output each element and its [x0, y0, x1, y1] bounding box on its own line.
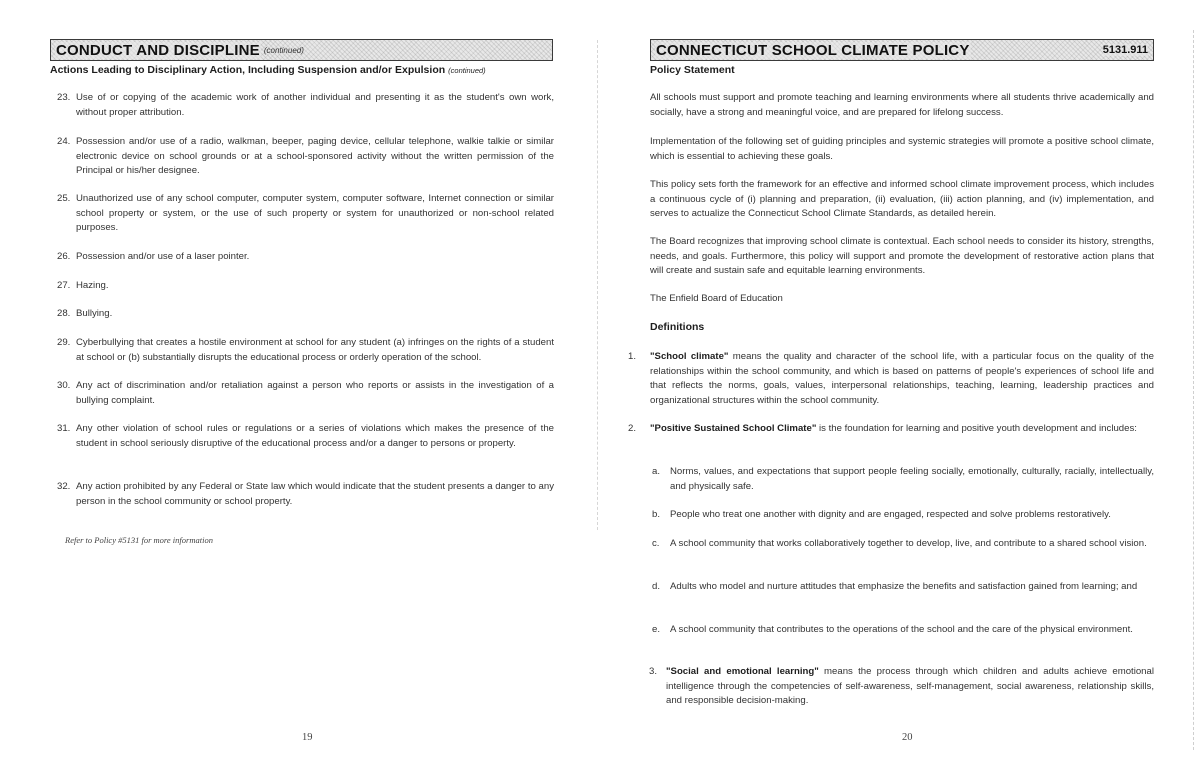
right-banner-title: CONNECTICUT SCHOOL CLIMATE POLICY: [656, 41, 970, 59]
page-number: 19: [302, 732, 313, 743]
policy-code: 5131.911: [1102, 44, 1148, 56]
item-number: 25.: [57, 193, 71, 204]
right-banner: [650, 39, 1154, 61]
left-banner-title: CONDUCT AND DISCIPLINE: [56, 41, 260, 59]
definition-text: means the process through which children and adults achieve emotional intelligence through the competencies of self-awareness, self-management, social awareness, relationship skills, and responsible decision-making.: [666, 666, 1154, 707]
sub-item: [652, 537, 1154, 552]
sub-item-text: A school community that works collaboratively together to develop, live, and contribute to a shared school vision.: [670, 538, 1147, 549]
list-item: [57, 250, 554, 265]
item-text: Use of or copying of the academic work of another individual and presenting it as the student's own work, without proper attribution.: [76, 92, 554, 118]
item-text: Cyberbullying that creates a hostile environment at school for any student (a) infringes on the rights of a student at school or (b) substantially disrupts the educational process or orderly operation of the school.: [76, 337, 554, 363]
sub-item-letter: e.: [652, 624, 661, 635]
item-number: 26.: [57, 251, 71, 262]
item-number: 24.: [57, 136, 71, 147]
refer-note: Refer to Policy #5131 for more information: [65, 535, 213, 545]
left-subheading: [50, 64, 486, 76]
sub-item-letter: b.: [652, 509, 661, 520]
definition-text: is the foundation for learning and positive youth development and includes:: [816, 423, 1137, 434]
item-text: Unauthorized use of any school computer, computer system, computer software, Internet connection or similar school property or system, or the use of such property or system for unauthorized or non-school related purposes.: [76, 193, 554, 234]
left-banner: [50, 39, 553, 61]
list-item: [57, 480, 554, 509]
definition-number: 3.: [649, 666, 658, 677]
item-text: Bullying.: [76, 308, 113, 319]
definition-term: "School climate": [650, 351, 729, 362]
list-item: [57, 192, 554, 236]
signature-line: The Enfield Board of Education: [650, 293, 783, 304]
sub-item: [652, 465, 1154, 494]
definition-term: "Positive Sustained School Climate": [650, 423, 817, 434]
definition-term: "Social and emotional learning": [666, 666, 819, 677]
definitions-heading: Definitions: [650, 321, 705, 333]
definition-item: [628, 350, 1154, 408]
sub-item-letter: d.: [652, 581, 661, 592]
sub-item: [652, 508, 1154, 523]
list-item: [57, 422, 554, 451]
paragraph: Implementation of the following set of guiding principles and systemic strategies will promote a positive school climate, which is essential to achieving these goals.: [650, 136, 1154, 162]
item-text: Any act of discrimination and/or retaliation against a person who reports or assists in the investigation of a bullying complaint.: [76, 380, 554, 406]
paragraph: All schools must support and promote teaching and learning environments where all students thrive academically and socially, have a strong and meaningful voice, and are prepared for lifelong success.: [650, 92, 1154, 118]
sub-item: [652, 580, 1154, 595]
item-number: 28.: [57, 308, 71, 319]
sub-item: [652, 623, 1154, 638]
item-number: 27.: [57, 280, 71, 291]
right-subheading: Policy Statement: [650, 64, 735, 76]
list-item: [57, 307, 554, 322]
definition-number: 2.: [628, 423, 637, 434]
item-text: Possession and/or use of a laser pointer.: [76, 251, 250, 262]
sub-item-text: Adults who model and nurture attitudes that emphasize the benefits and satisfaction gained from learning; and: [670, 581, 1138, 592]
definition-number: 1.: [628, 351, 637, 362]
item-text: Any other violation of school rules or regulations or a series of violations which makes the presence of the student in school seriously disruptive of the educational process and/or a danger to persons or property.: [76, 423, 554, 449]
list-item: [57, 379, 554, 408]
item-number: 23.: [57, 92, 71, 103]
item-number: 30.: [57, 380, 71, 391]
sub-item-letter: a.: [652, 466, 661, 477]
item-text: Possession and/or use of a radio, walkman, beeper, paging device, cellular telephone, walkie talkie or similar electronic device on school grounds or at a school-sponsored activity without the written permission of the Principal or his/her designee.: [76, 136, 554, 177]
right-page: [600, 0, 1200, 776]
list-item: [57, 135, 554, 179]
list-item: [57, 279, 554, 294]
page-number: 20: [902, 732, 913, 743]
definition-item: [649, 665, 1154, 709]
item-number: 31.: [57, 423, 71, 434]
list-item: [57, 91, 554, 120]
left-subheading-continued: (continued): [448, 66, 486, 75]
item-text: Hazing.: [76, 280, 109, 291]
definition-text: means the quality and character of the school life, with a particular focus on the quality of the relationships within the school community, and which is based on patterns of people's experiences of school life and that reflects the norms, goals, values, interpersonal relationships, teaching, learning, leadership practices and organizational structures within the school community.: [650, 351, 1154, 406]
sub-item-text: Norms, values, and expectations that support people feeling socially, emotionally, culturally, racially, intellectually, and physically safe.: [670, 466, 1154, 492]
sub-item-text: People who treat one another with dignity and are engaged, respected and solve problems restoratively.: [670, 509, 1111, 520]
list-item: [57, 336, 554, 365]
left-subheading-text: Actions Leading to Disciplinary Action, Including Suspension and/or Expulsion: [50, 64, 446, 76]
item-number: 29.: [57, 337, 71, 348]
paragraph: This policy sets forth the framework for an effective and informed school climate improvement process, which includes a continuous cycle of (i) planning and preparation, (ii) evaluation, (iii) action planning, and (iv) implementation, and serves to actualize the Connecticut School Climate Standards, as detailed herein.: [650, 179, 1154, 220]
sub-item-letter: c.: [652, 538, 660, 549]
item-number: 32.: [57, 481, 71, 492]
left-banner-continued: (continued): [263, 45, 304, 55]
definition-item: [628, 422, 1154, 437]
sub-item-text: A school community that contributes to the operations of the school and the care of the physical environment.: [670, 624, 1133, 635]
item-text: Any action prohibited by any Federal or State law which would indicate that the student presents a danger to any person in the school community or school property.: [76, 481, 554, 507]
paragraph: The Board recognizes that improving school climate is contextual. Each school needs to consider its history, strengths, needs, and goals. Furthermore, this policy will support and promote the development of restorative action plans that will create and sustain safe and equitable learning environments.: [650, 236, 1154, 277]
